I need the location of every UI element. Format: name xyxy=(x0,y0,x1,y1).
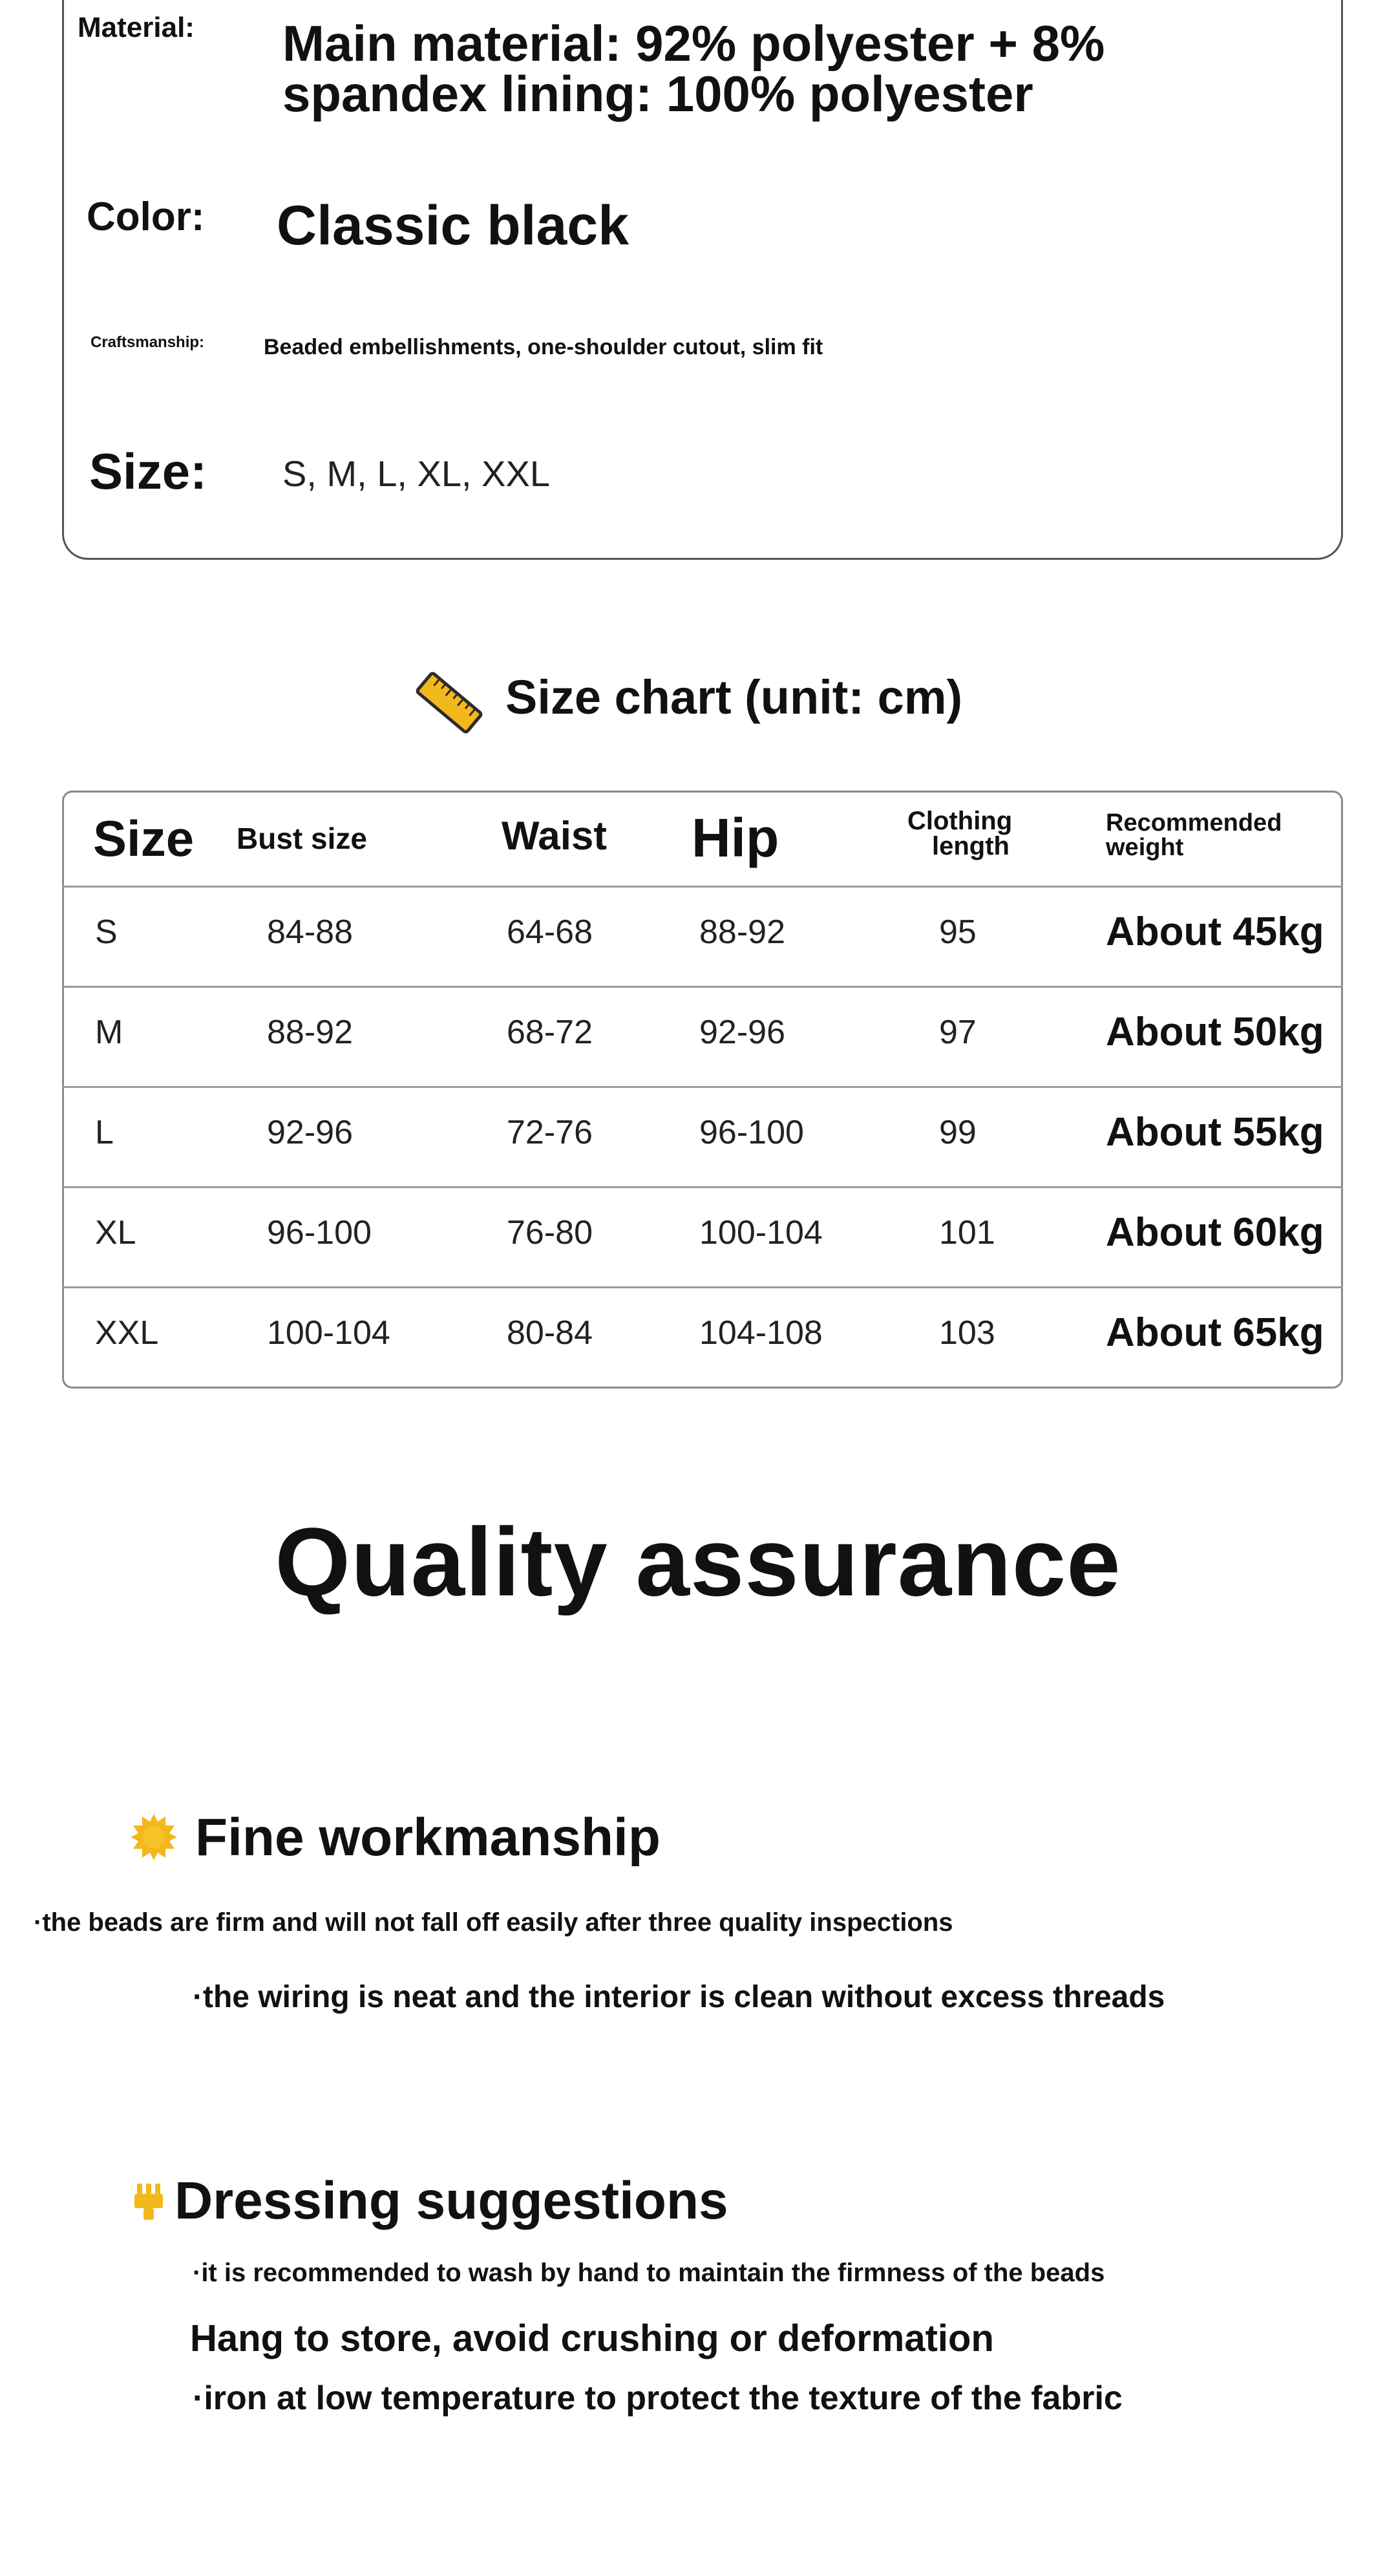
header-size: Size xyxy=(93,810,195,867)
table-divider xyxy=(62,1086,1343,1088)
cell-weight: About 55kg xyxy=(1106,1110,1324,1155)
size-table xyxy=(62,791,1343,1389)
cell-weight: About 60kg xyxy=(1106,1210,1324,1255)
cell-waist: 68-72 xyxy=(507,1014,593,1051)
cell-length: 97 xyxy=(939,1014,977,1051)
cell-weight: About 50kg xyxy=(1106,1010,1324,1054)
cell-bust: 92-96 xyxy=(267,1114,353,1151)
header-bust: Bust size xyxy=(237,822,367,855)
size-value: S, M, L, XL, XXL xyxy=(282,453,550,494)
cell-size: XL xyxy=(95,1214,136,1251)
cell-size: S xyxy=(95,913,118,951)
cell-bust: 88-92 xyxy=(267,1014,353,1051)
cell-weight: About 65kg xyxy=(1106,1310,1324,1355)
color-value: Classic black xyxy=(277,195,629,257)
cell-bust: 100-104 xyxy=(267,1314,390,1352)
cell-hip: 88-92 xyxy=(699,913,785,951)
header-hip: Hip xyxy=(692,807,779,868)
cell-length: 95 xyxy=(939,913,977,951)
workmanship-line-1: ·the beads are firm and will not fall off easily after three quality inspections xyxy=(34,1908,953,1937)
cell-bust: 84-88 xyxy=(267,913,353,951)
cell-size: XXL xyxy=(95,1314,159,1352)
cell-waist: 72-76 xyxy=(507,1114,593,1151)
cell-weight: About 45kg xyxy=(1106,910,1324,954)
cell-size: L xyxy=(95,1114,114,1151)
cell-size: M xyxy=(95,1014,123,1051)
ruler-icon xyxy=(414,667,485,738)
quality-title: Quality assurance xyxy=(275,1507,1121,1616)
header-waist: Waist xyxy=(502,814,608,858)
table-divider xyxy=(62,1186,1343,1188)
cell-waist: 80-84 xyxy=(507,1314,593,1352)
dressing-heading: Dressing suggestions xyxy=(174,2171,728,2230)
cell-waist: 64-68 xyxy=(507,913,593,951)
cell-length: 101 xyxy=(939,1214,995,1251)
header-weight-line1: Recommended xyxy=(1106,809,1282,836)
workmanship-line-2: ·the wiring is neat and the interior is clean without excess threads xyxy=(193,1980,1165,2014)
sun-icon xyxy=(129,1813,178,1862)
table-divider xyxy=(62,1286,1343,1288)
size-label: Size: xyxy=(89,443,207,500)
cell-hip: 104-108 xyxy=(699,1314,823,1352)
cell-waist: 76-80 xyxy=(507,1214,593,1251)
cell-length: 99 xyxy=(939,1114,977,1151)
dressing-line-1: ·it is recommended to wash by hand to maintain the firmness of the beads xyxy=(193,2259,1105,2287)
header-length-line2: length xyxy=(932,832,1010,860)
material-label: Material: xyxy=(78,12,195,43)
cell-length: 103 xyxy=(939,1314,995,1352)
material-line-1: Main material: 92% polyester + 8% xyxy=(282,15,1105,72)
table-divider xyxy=(62,986,1343,988)
color-label: Color: xyxy=(87,195,205,239)
cell-hip: 96-100 xyxy=(699,1114,804,1151)
size-chart-title: Size chart (unit: cm) xyxy=(505,670,963,724)
header-length-line1: Clothing xyxy=(907,807,1013,835)
table-divider xyxy=(62,886,1343,888)
dressing-line-2: Hang to store, avoid crushing or deformation xyxy=(190,2317,994,2359)
workmanship-heading: Fine workmanship xyxy=(195,1808,661,1867)
brush-icon xyxy=(133,2182,165,2221)
material-line-2: spandex lining: 100% polyester xyxy=(282,65,1033,122)
header-weight-line2: weight xyxy=(1106,834,1184,861)
dressing-line-3: ·iron at low temperature to protect the texture of the fabric xyxy=(193,2379,1123,2417)
cell-hip: 92-96 xyxy=(699,1014,785,1051)
cell-bust: 96-100 xyxy=(267,1214,372,1251)
craftsmanship-label: Craftsmanship: xyxy=(90,334,205,351)
cell-hip: 100-104 xyxy=(699,1214,823,1251)
craftsmanship-value: Beaded embellishments, one-shoulder cutout, slim fit xyxy=(264,335,823,359)
